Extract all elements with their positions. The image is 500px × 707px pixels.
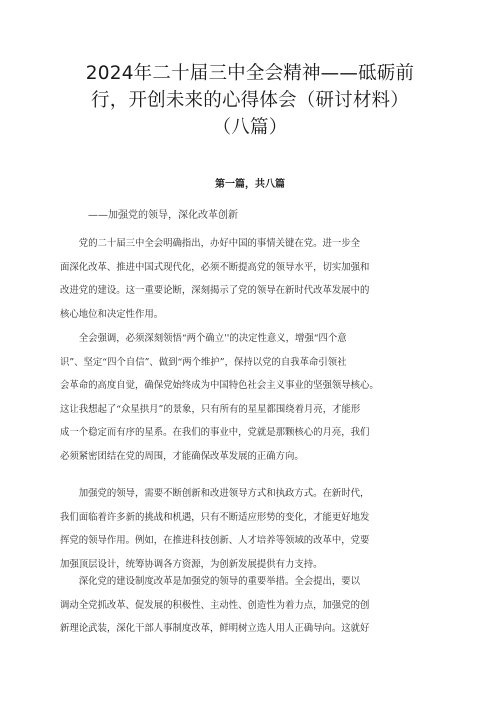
title-line: 行，开创未来的心得体会（研讨材料） [91, 90, 409, 111]
section-subtitle: ——加强党的领导，深化改革创新 [88, 210, 238, 221]
text-line: 这让我想起了“众星拱月”的景象，只有所有的星星都围绕着月亮，才能形 [60, 403, 361, 415]
text-line: 深化党的建设制度改革是加强党的领导的重要举措。全会提出，要以 [60, 576, 361, 587]
text-line: 全会强调，必须深刻领悟“两个确立''的决定性意义，增强“四个意 [60, 333, 347, 344]
text-line: 核心地位和决定性作用。 [60, 308, 164, 320]
title-line: （八篇） [212, 117, 288, 138]
title-line: 2024年二十届三中全会精神——砥砺前 [85, 63, 415, 84]
text-line: 加强党的领导，需要不断创新和改进领导方式和执政方式。在新时代， [60, 488, 370, 499]
paragraph [60, 482, 442, 576]
text-line: 识”、坚定“四个自信”、做到“两个维护”，保持以党的自我革命引领社 [60, 356, 347, 368]
text-line: 会革命的高度自觉，确保党始终成为中国特色社会主义事业的坚强领导核心。 [60, 380, 379, 391]
paragraph [60, 570, 442, 641]
paragraph [60, 327, 442, 468]
text-line: 加强顶层设计，统筹协调各方资源，为创新发展提供有力支持。 [60, 558, 323, 570]
text-line: 成一个稳定而有序的星系。在我们的事业中，党就是那颗核心的月亮，我们 [60, 427, 370, 438]
section-heading: 第一篇，共八篇 [215, 179, 285, 190]
text-line: 挥党的领导作用。例如，在推进科技创新、人才培养等领域的改革中，党要 [60, 535, 370, 546]
text-line: 新理论武装，深化干部人事制度改革，鲜明树立选人用人正确导向。这就好 [60, 623, 370, 634]
text-line: 改进党的建设。这一重要论断，深刻揭示了党的领导在新时代改革发展中的 [60, 285, 370, 296]
text-line: 我们面临着许多新的挑战和机遇，只有不断适应形势的变化，才能更好地发 [60, 511, 370, 523]
text-line: 党的二十届三中全会明确指出，办好中国的事情关键在党。进一步全 [60, 238, 361, 249]
text-line: 必须紧密团结在党的周围，才能确保改革发展的正确方向。 [60, 450, 304, 462]
text-line: 面深化改革、推进中国式现代化，必须不断提高党的领导水平，切实加强和 [60, 261, 370, 273]
document-title [60, 60, 440, 141]
paragraph [60, 232, 442, 326]
text-line: 调动全党抓改革、促发展的积极性、主动性、创造性为着力点，加强党的创 [60, 599, 370, 611]
